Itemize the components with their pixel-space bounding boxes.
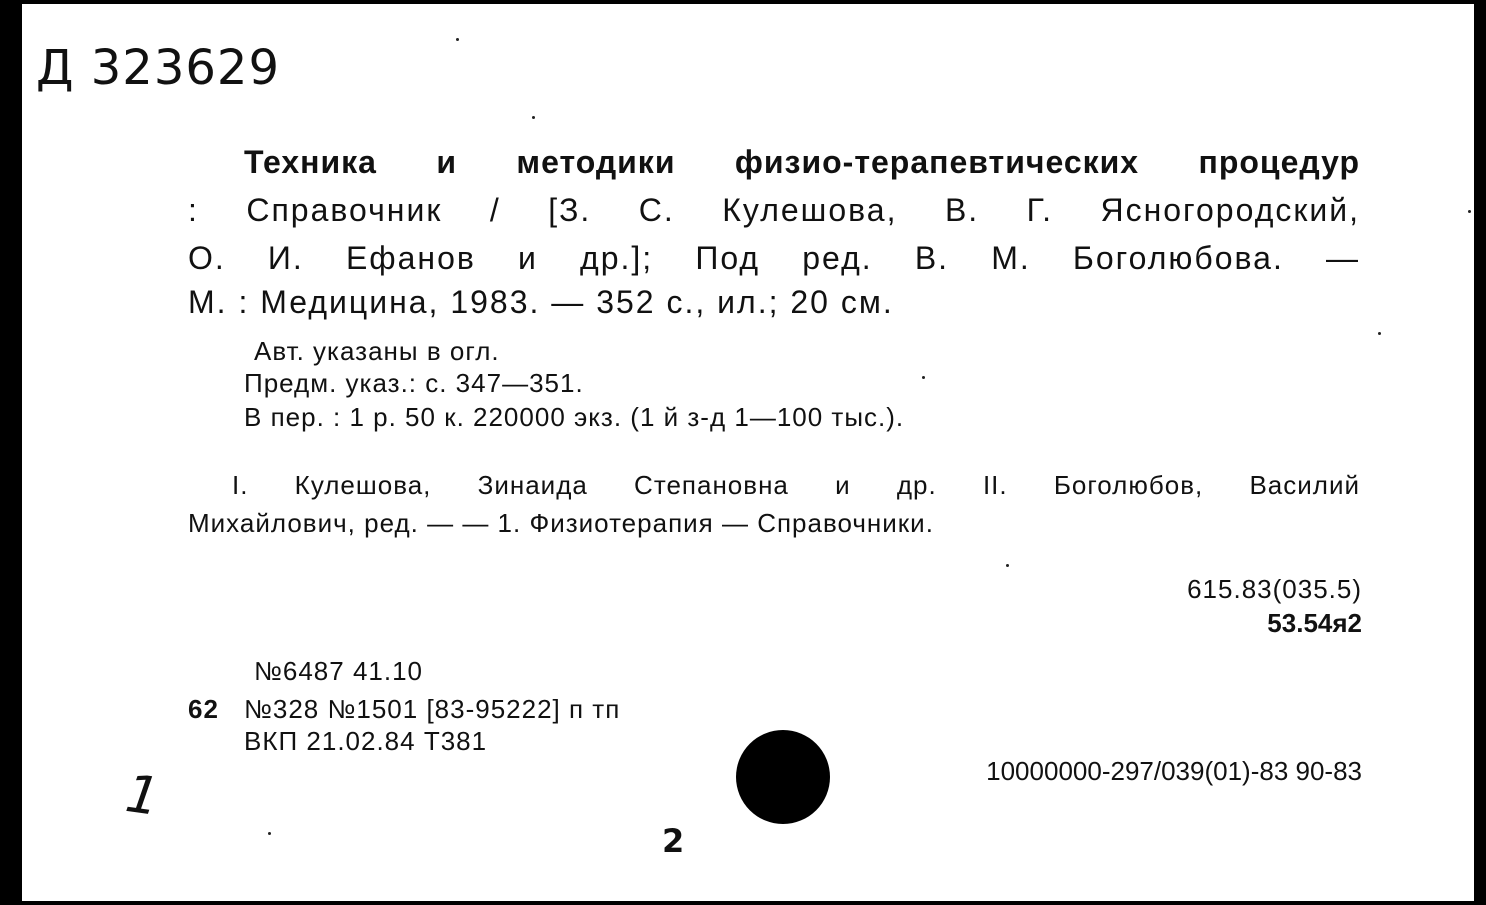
note-authors: Авт. указаны в огл.: [254, 336, 500, 366]
processing-line-2: №328 №1501 [83-95222] п тп: [244, 694, 621, 724]
speck: [1378, 332, 1381, 335]
order-code: 10000000-297/039(01)-83 90-83: [986, 756, 1362, 786]
punched-hole: [736, 730, 830, 824]
tracings-line-2: Михайлович, ред. — — 1. Физиотерапия — Справочники.: [188, 508, 934, 538]
bbk-code: 53.54я2: [1267, 608, 1362, 638]
title-line-3: О. И. Ефанов и др.]; Под ред. В. М. Боголюбова. —: [188, 240, 1360, 276]
note-price: В пер. : 1 р. 50 к. 220000 экз. (1 й з-д 1—100 тыс.).: [244, 402, 905, 432]
title-line-2: : Справочник / [З. С. Кулешова, В. Г. Ясногородский,: [188, 192, 1360, 228]
speck: [922, 376, 925, 379]
title-line-4: М. : Медицина, 1983. — 352 с., ил.; 20 см.: [188, 284, 894, 320]
speck: [1468, 210, 1471, 213]
title-line-1: Техника и методики физио-терапевтических процедур: [244, 144, 1360, 180]
speck: [1006, 564, 1009, 567]
catalog-card: [22, 4, 1474, 901]
handwritten-mark-1: 1: [121, 763, 164, 829]
speck: [532, 116, 535, 119]
processing-line-3: ВКП 21.02.84 Т381: [244, 726, 488, 756]
speck: [456, 38, 459, 41]
speck: [268, 832, 271, 835]
processing-count: 62: [188, 694, 219, 724]
call-number: Д 323629: [36, 40, 280, 96]
udc-code: 615.83(035.5): [1187, 574, 1362, 604]
note-index: Предм. указ.: с. 347—351.: [244, 368, 584, 398]
tracings-line-1: I. Кулешова, Зинаида Степановна и др. II. Боголюбов, Василий: [232, 470, 1360, 500]
handwritten-mark-2: 2: [662, 822, 685, 860]
processing-line-1: №6487 41.10: [254, 656, 424, 686]
